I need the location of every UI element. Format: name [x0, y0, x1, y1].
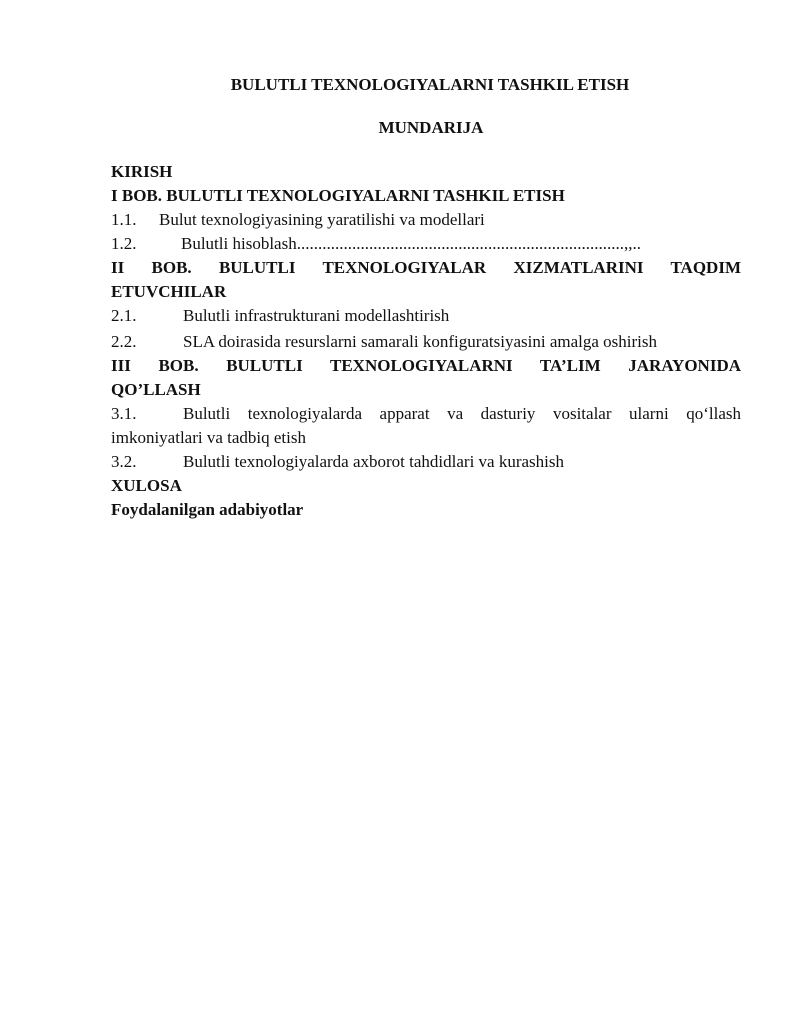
toc-entry-kirish: KIRISH — [111, 162, 173, 181]
section-number: 1.2. — [111, 234, 137, 253]
toc-entry-3-2 — [111, 450, 741, 474]
section-number: 2.2. — [111, 332, 137, 351]
section-number: 3.1. — [111, 404, 137, 423]
section-title: Bulutli texnologiyalarda axborot tahdidlari va kurashish — [183, 452, 564, 471]
toc-entry-chapter-3-line-1: III BOB. BULUTLI TEXNOLOGIYALARNI TA’LIM JARAYONIDA — [111, 356, 741, 375]
document-title: BULUTLI TEXNOLOGIYALARNI TASHKIL ETISH — [230, 75, 630, 94]
section-title-line-1: Bulutli texnologiyalarda apparat va dasturiy vositalar ularni qo‘llash — [183, 404, 741, 423]
section-title: Bulutli infrastrukturani modellashtirish — [183, 306, 450, 325]
table-of-contents — [111, 160, 741, 522]
section-number: 3.2. — [111, 452, 137, 471]
toc-entry-1-1 — [111, 208, 741, 232]
section-title: SLA doirasida resurslarni samarali konfiguratsiyasini amalga oshirish — [183, 332, 658, 351]
toc-entry-chapter-1: I BOB. BULUTLI TEXNOLOGIYALARNI TASHKIL ETISH — [111, 186, 565, 205]
toc-entry-3-1 — [111, 402, 741, 426]
toc-entry-adabiyotlar: Foydalanilgan adabiyotlar — [111, 500, 304, 519]
toc-entry-chapter-3-line-2: QO’LLASH — [111, 380, 201, 399]
section-title-line-2: imkoniyatlari va tadbiq etish — [111, 428, 306, 447]
section-number: 1.1. — [111, 210, 137, 229]
section-number: 2.1. — [111, 306, 137, 325]
toc-entry-chapter-2-line-2: ETUVCHILAR — [111, 282, 227, 301]
toc-entry-2-2 — [111, 330, 741, 354]
toc-entry-chapter-2-line-1: II BOB. BULUTLI TEXNOLOGIYALAR XIZMATLARINI TAQDIM — [111, 258, 741, 277]
toc-entry-1-2 — [111, 232, 741, 256]
toc-entry-xulosa: XULOSA — [111, 476, 182, 495]
toc-entry-2-1 — [111, 304, 741, 328]
section-title: Bulut texnologiyasining yaratilishi va modellari — [159, 210, 485, 229]
section-title: Bulutli hisoblash.............................................................................,,.. — [181, 234, 641, 253]
toc-heading: MUNDARIJA — [378, 118, 484, 137]
